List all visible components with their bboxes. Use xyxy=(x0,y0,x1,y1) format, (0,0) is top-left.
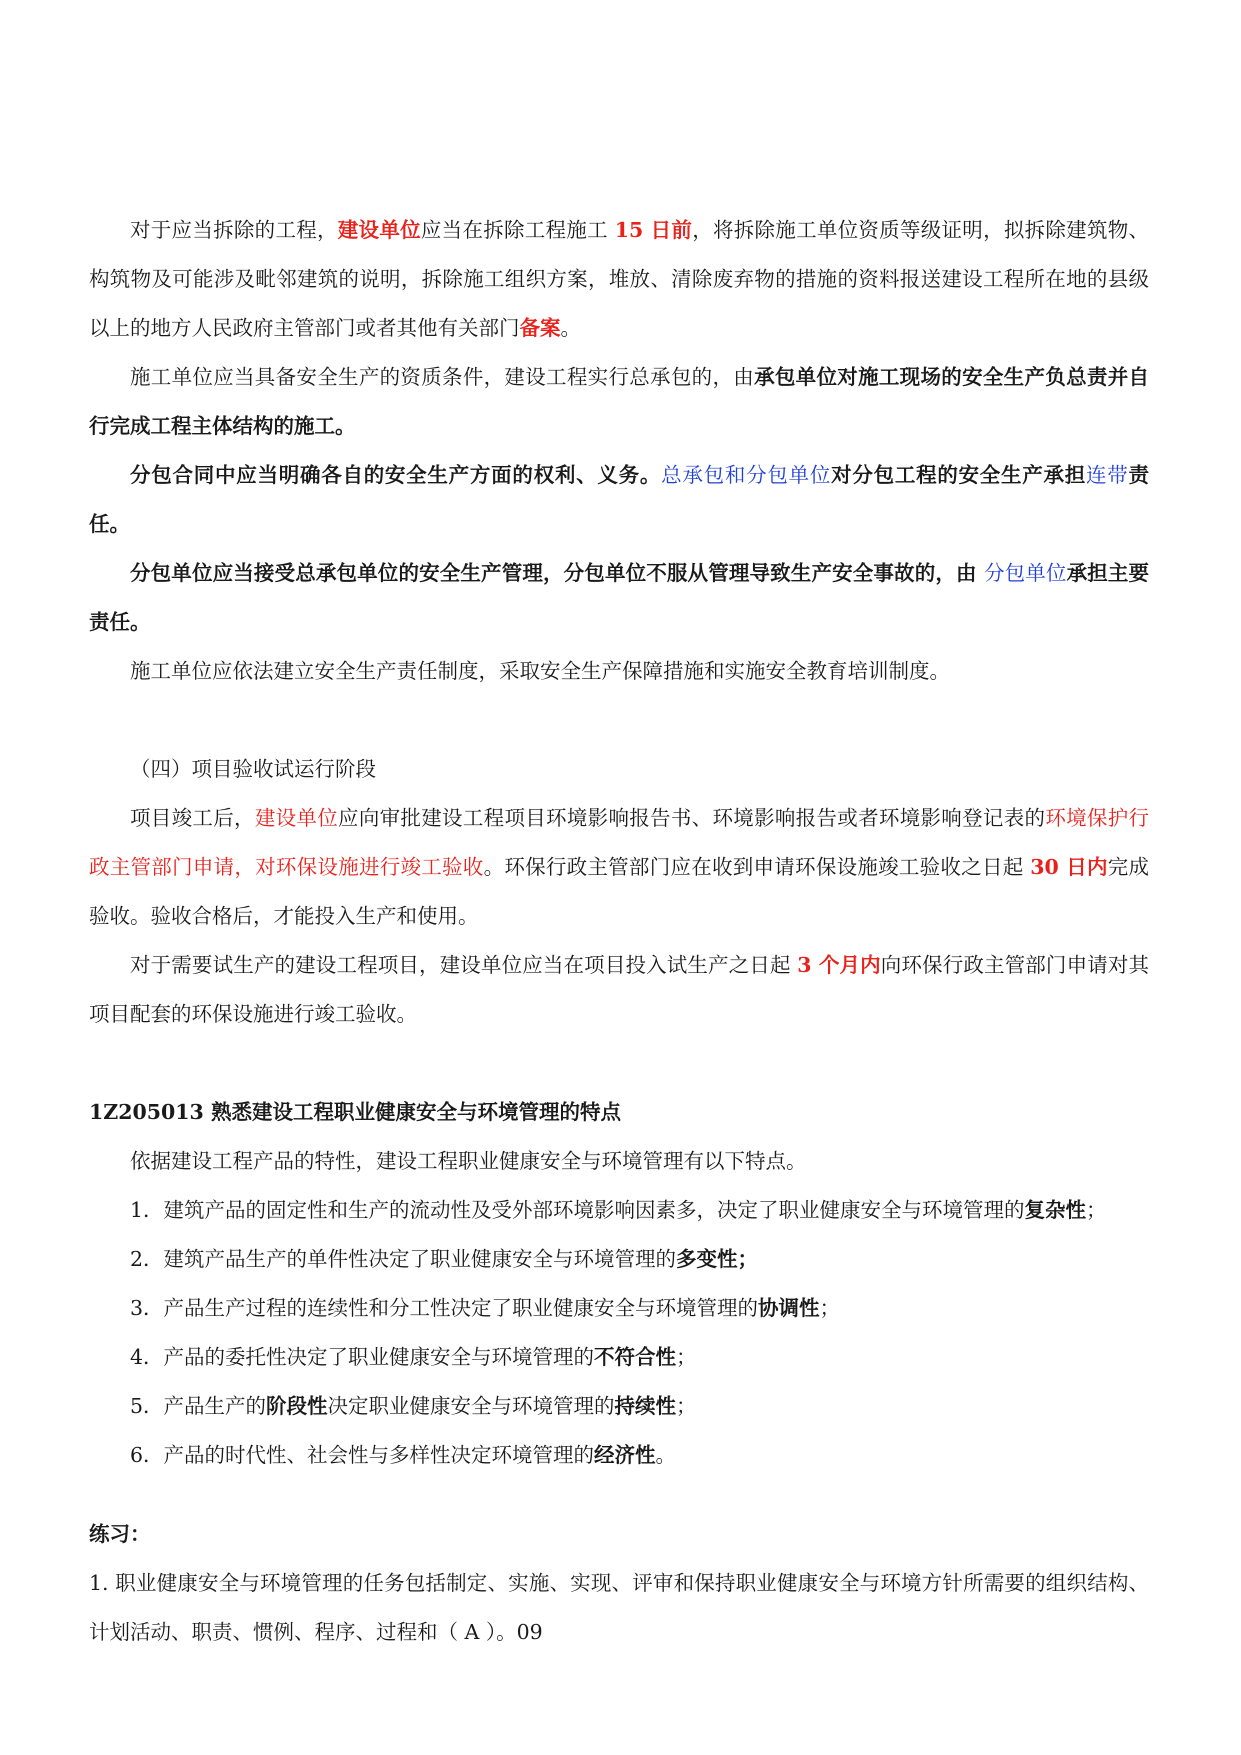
highlight-construction-unit: 建设单位 xyxy=(337,218,421,242)
highlight-construction-unit-2: 建设单位 xyxy=(254,806,339,830)
list-item-2: 2．建筑产品生产的单件性决定了职业健康安全与环境管理的多变性； xyxy=(130,1247,759,1271)
highlight-general-and-sub: 总承包和分包单位 xyxy=(661,463,832,487)
paragraph-characteristics-intro: 依据建设工程产品的特性，建设工程职业健康安全与环境管理有以下特点。 xyxy=(130,1149,807,1173)
list-item-1: 1．建筑产品的固定性和生产的流动性及受外部环境影响因素多，决定了职业健康安全与环境管理的复杂性； xyxy=(130,1198,1107,1222)
highlight-env-authority: 环境保护行政主管部门申请，对环保设施进行竣工验收 xyxy=(89,806,1150,879)
paragraph-subcontractor-accident: 分包单位应当接受总承包单位的安全生产管理，分包单位不服从管理导致生产安全事故的，由 分包单位承担主要责任。 xyxy=(89,561,1150,634)
document-body xyxy=(89,206,1149,1657)
paragraph-trial-production: 对于需要试生产的建设工程项目，建设单位应当在项目投入试生产之日起 3 个月内向环保行政主管部门申请对其项目配套的环保设施进行竣工验收。 xyxy=(89,953,1149,1026)
highlight-subcontractor: 分包单位 xyxy=(983,561,1067,585)
highlight-general-responsibility: 承包单位对施工现场的安全生产负总责并自行完成工程主体结构的施工。 xyxy=(89,365,1149,438)
highlight-30-days: 30 日内 xyxy=(1030,855,1108,879)
list-item-4: 4．产品的委托性决定了职业健康安全与环境管理的不符合性； xyxy=(130,1345,697,1369)
highlight-joint: 连带 xyxy=(1086,463,1129,487)
section-characteristics-heading: 1Z205013 熟悉建设工程职业健康安全与环境管理的特点 xyxy=(89,1100,621,1124)
list-item-5: 5．产品生产的阶段性决定职业健康安全与环境管理的持续性； xyxy=(130,1394,697,1418)
paragraph-safety-system: 施工单位应依法建立安全生产责任制度，采取安全生产保障措施和实施安全教育培训制度。 xyxy=(130,659,950,683)
exercise-heading: 练习： xyxy=(89,1522,151,1546)
highlight-filing: 备案 xyxy=(519,316,561,340)
list-item-3: 3．产品生产过程的连续性和分工性决定了职业健康安全与环境管理的协调性； xyxy=(130,1296,841,1320)
exercise-question-1: 1. 职业健康安全与环境管理的任务包括制定、实施、实现、评审和保持职业健康安全与环境方针所需要的组织结构、计划活动、职责、惯例、程序、过程和（ A ）。09 xyxy=(89,1571,1149,1644)
paragraph-subcontract-rights: 分包合同中应当明确各自的安全生产方面的权利、义务。总承包和分包单位对分包工程的安全生产承担连带责任。 xyxy=(89,463,1150,536)
paragraph-demolition-filing: 对于应当拆除的工程，建设单位应当在拆除工程施工 15 日前，将拆除施工单位资质等级证明，拟拆除建筑物、构筑物及可能涉及毗邻建筑的说明，拆除施工组织方案，堆放、清除废弃物的措施的资料报送建设工程所在地的县级以上的地方人民政府主管部门或者其他有关部门备案。 xyxy=(89,218,1150,340)
highlight-3-months: 3 个月内 xyxy=(797,953,881,977)
section-acceptance-heading: （四）项目验收试运行阶段 xyxy=(130,757,376,781)
highlight-15-days: 15 日前 xyxy=(614,218,693,242)
list-item-6: 6．产品的时代性、社会性与多样性决定环境管理的经济性。 xyxy=(130,1443,677,1467)
paragraph-completion-acceptance: 项目竣工后，建设单位应向审批建设工程项目环境影响报告书、环境影响报告或者环境影响登记表的环境保护行政主管部门申请，对环保设施进行竣工验收。环保行政主管部门应在收到申请环保设施竣工验收之日起 30 日内完成验收。验收合格后，才能投入生产和使用。 xyxy=(89,806,1150,928)
paragraph-general-contractor: 施工单位应当具备安全生产的资质条件，建设工程实行总承包的，由承包单位对施工现场的安全生产负总责并自行完成工程主体结构的施工。 xyxy=(89,365,1149,438)
